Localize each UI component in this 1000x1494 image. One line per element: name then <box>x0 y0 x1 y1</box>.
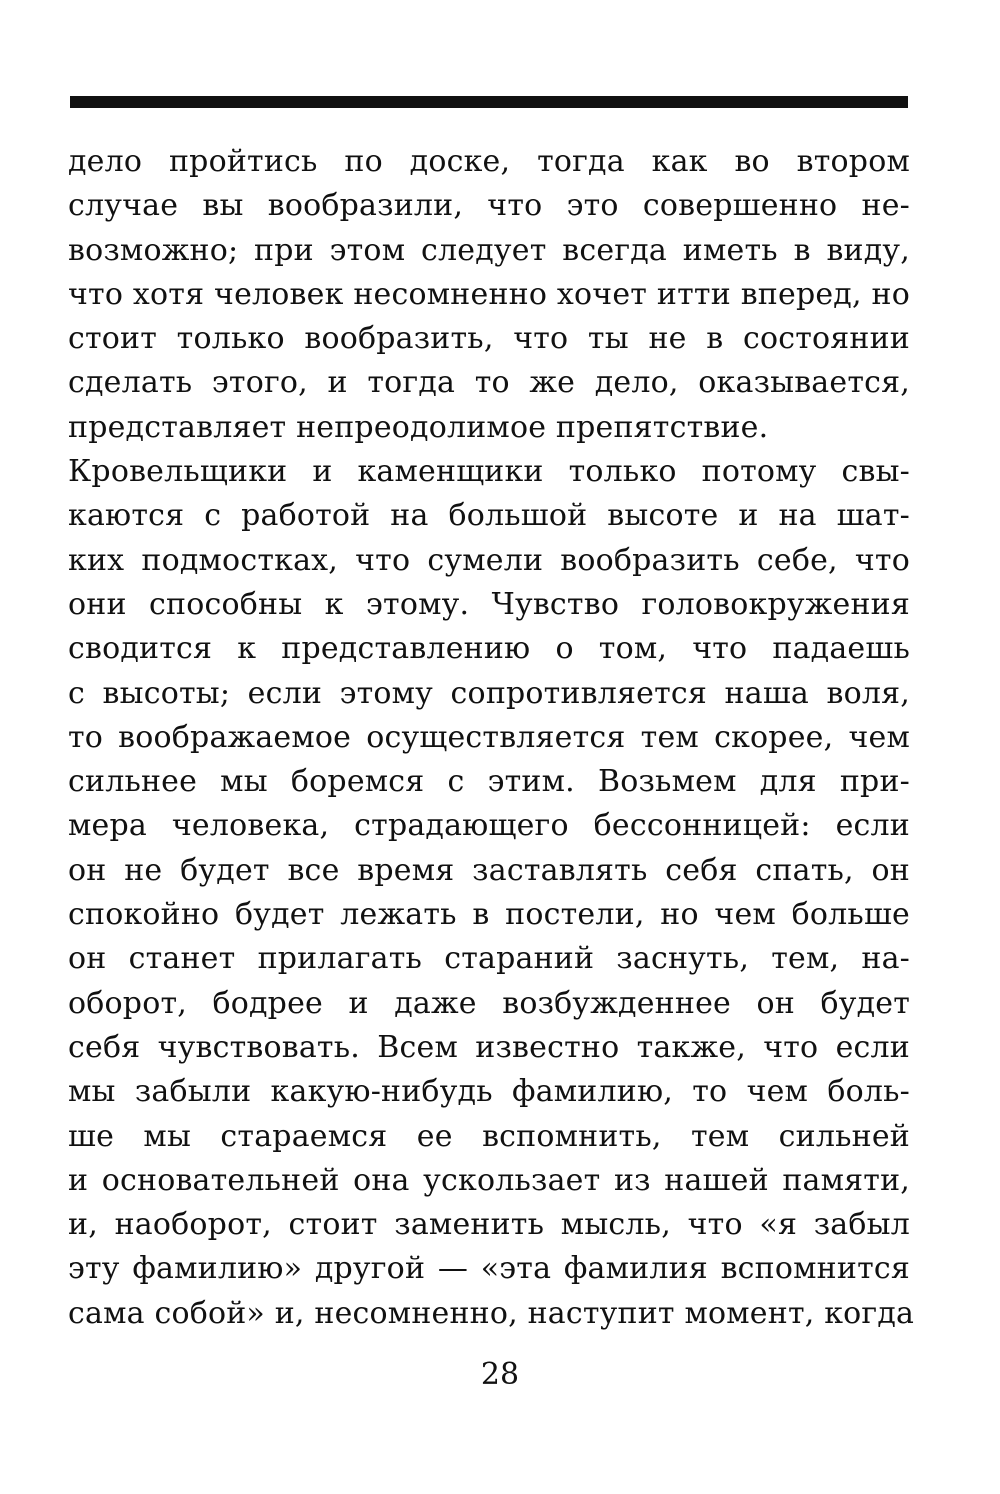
text-line: мы забыли какую-нибудь фамилию, то чем боль- <box>68 1074 910 1110</box>
text-line: представляет непреодолимое препятствие. <box>68 409 769 445</box>
text-line: он станет прилагать стараний заснуть, тем, на- <box>68 941 910 977</box>
text-line: сделать этого, и тогда то же дело, оказывается, <box>68 365 910 401</box>
text-line: сводится к представлению о том, что падаешь <box>68 631 910 667</box>
text-line: Кровельщики и каменщики только потому свы- <box>68 454 910 490</box>
text-line: что хотя человек несомненно хочет итти вперед, но <box>68 276 910 312</box>
text-line: и, наоборот, стоит заменить мысль, что «я забыл <box>68 1207 910 1243</box>
text-line: себя чувствовать. Всем известно также, что если <box>68 1029 910 1065</box>
text-line: спокойно будет лежать в постели, но чем больше <box>68 897 910 933</box>
body-text <box>68 140 915 1336</box>
text-line: ких подмостках, что сумели вообразить себе, что <box>68 542 910 578</box>
text-line: то воображаемое осуществляется тем скорее, чем <box>68 719 910 755</box>
text-line: с высоты; если этому сопротивляется наша воля, <box>68 675 910 711</box>
text-line: и основательней она ускользает из нашей памяти, <box>68 1162 910 1198</box>
text-line: он не будет все время заставлять себя спать, он <box>68 852 910 888</box>
text-line: сама собой» и, несомненно, наступит момент, когда <box>68 1295 915 1331</box>
text-line: случае вы вообразили, что это совершенно не- <box>68 188 910 224</box>
text-line: каются с работой на большой высоте и на шат- <box>68 498 910 534</box>
text-line: возможно; при этом следует всегда иметь в виду, <box>68 232 910 268</box>
text-line: сильнее мы боремся с этим. Возьмем для при- <box>68 764 910 800</box>
text-line: ше мы стараемся ее вспомнить, тем сильней <box>68 1118 910 1154</box>
top-rule <box>70 96 908 108</box>
text-line: они способны к этому. Чувство головокружения <box>68 586 910 622</box>
text-line: дело пройтись по доске, тогда как во втором <box>68 144 910 179</box>
text-line: оборот, бодрее и даже возбужденнее он будет <box>68 985 910 1021</box>
text-line: эту фамилию» другой — «эта фамилия вспомнится <box>68 1251 910 1287</box>
text-line: мера человека, страдающего бессонницей: если <box>68 808 910 844</box>
text-line: стоит только вообразить, что ты не в состоянии <box>68 321 910 357</box>
page-number: 28 <box>480 1357 520 1392</box>
